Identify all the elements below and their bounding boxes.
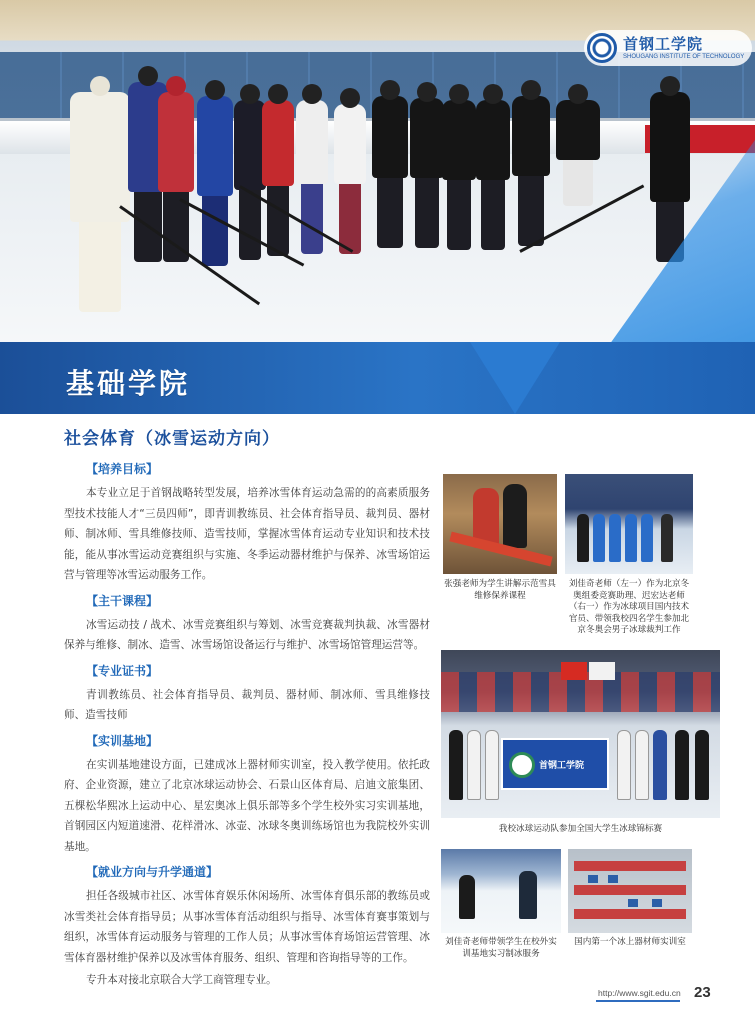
person-figure xyxy=(609,514,621,562)
player-goalie xyxy=(556,100,600,160)
player-figure xyxy=(617,730,631,800)
program-subtitle: 社会体育（冰雪运动方向） xyxy=(64,429,280,449)
page-title: 基础学院 xyxy=(66,367,191,400)
banner-text: 首钢工学院 xyxy=(539,761,585,771)
school-seal-icon xyxy=(509,752,535,778)
player xyxy=(512,96,550,176)
logo-name-en: SHOUGANG INSTITUTE OF TECHNOLOGY xyxy=(623,53,745,60)
player-figure xyxy=(449,730,463,800)
photo-olympic-referees xyxy=(565,474,693,574)
equipment-box xyxy=(652,899,662,907)
hero-photo xyxy=(0,0,755,345)
section-heading: 【主干课程】 xyxy=(86,593,159,608)
footer-divider xyxy=(596,1000,680,1002)
player-figure xyxy=(653,730,667,800)
photo-equipment-lab xyxy=(568,849,692,933)
school-logo xyxy=(584,30,752,66)
section-body: 在实训基地建设方面，已建成冰上器材师实训室，投入教学使用。依托政府、企业资源，建立了北京冰球运动协会、石景山区体育局、启迪文旅集团、五棵松华熙冰上运动中心、星宏奥冰上俱乐部等多个学生校外实习实训基地，首钢园区内短道速滑、花样滑冰、冰壶、冰球冬奥训练场馆也为我院校外实训基地。 xyxy=(64,758,430,853)
equipment-box xyxy=(608,875,618,883)
photo-caption: 刘佳奇老师（左一）作为北京冬奥组委竞赛助理、迟宏达老师（右一）作为冰球项目国内技术官员、带领我校四名学生参加北京冬奥会男子冰球裁判工作 xyxy=(568,579,690,635)
section-courses xyxy=(64,592,430,656)
photo-caption: 国内第一个冰上器材师实训室 xyxy=(574,937,686,947)
section-heading: 【就业方向与升学通道】 xyxy=(86,865,219,879)
equipment-box xyxy=(588,875,598,883)
footer-url[interactable]: http://www.sgit.edu.cn xyxy=(598,988,681,998)
player xyxy=(442,100,476,180)
school-seal-icon xyxy=(587,33,617,63)
logo-name-cn: 首钢工学院 xyxy=(623,34,704,53)
photo-ski-maintenance xyxy=(443,474,557,574)
photo-hockey-team xyxy=(441,650,720,818)
player-figure xyxy=(635,730,649,800)
photo-caption: 张强老师为学生讲解示范雪具维修保养课程 xyxy=(444,579,556,601)
page-number: 23 xyxy=(694,984,711,1001)
player-figure xyxy=(675,730,689,800)
player-figure xyxy=(485,730,499,800)
flag xyxy=(561,662,587,680)
photo-caption: 我校冰球运动队参加全国大学生冰球锦标赛 xyxy=(498,824,663,834)
player xyxy=(262,100,294,186)
shelf xyxy=(574,861,686,871)
shelf xyxy=(574,885,686,895)
player xyxy=(296,100,328,184)
section-heading: 【实训基地】 xyxy=(86,733,159,748)
player-figure xyxy=(467,730,481,800)
person-figure xyxy=(519,871,537,919)
section-body: 担任各级城市社区、冰雪体育娱乐休闲场所、冰雪体育俱乐部的教练员或冰雪类社会体育指导员；从事冰雪体育活动组织与指导、冰雪体育赛事策划与组织，冰雪体育运动服务与管理的工作人员；从事冰雪体育场馆运营管理、冰雪体育器材维护保养以及冰雪体育服务、组织、管理和咨询指导等的工作。 xyxy=(64,890,430,964)
player xyxy=(410,98,444,178)
decor-band-notch xyxy=(470,342,560,414)
section-body: 本专业立足于首钢战略转型发展，培养冰雪体育运动急需的的高素质服务型技术技能人才“三员四师”，即青训教练员、社会体育指导员、裁判员、器材师、制冰师、雪具维修技师、造雪技师，掌握冰雪体育运动专业知识和技术技能，能从事冰雪运动竞赛组织与实施、冬季运动器材维护与保养、冰雪场馆运营与管理等冰雪运动服务工作。 xyxy=(64,487,430,581)
player-goalie xyxy=(70,92,130,222)
flag xyxy=(589,662,615,680)
player xyxy=(158,92,194,192)
section-heading: 【专业证书】 xyxy=(86,663,159,678)
person-figure xyxy=(593,514,605,562)
player xyxy=(476,100,510,180)
photo-caption: 刘佳奇老师带领学生在校外实训基地实习制冰服务 xyxy=(445,937,557,959)
shelf xyxy=(574,909,686,919)
person-figure xyxy=(577,514,589,562)
equipment-box xyxy=(628,899,638,907)
section-goal xyxy=(64,460,430,586)
person-figure xyxy=(459,875,475,919)
closing-note: 专升本对接北京联合大学工商管理专业。 xyxy=(86,974,277,986)
player xyxy=(197,96,233,196)
person-figure xyxy=(625,514,637,562)
person-figure xyxy=(503,484,527,548)
section-training-base xyxy=(64,732,430,858)
person-figure xyxy=(641,514,653,562)
main-text-column xyxy=(64,460,430,974)
player xyxy=(372,96,408,178)
section-body: 冰雪运动技 / 战术、冰雪竞赛组织与筹划、冰雪竞赛裁判执裁、冰雪器材保养与维修、制冰、造雪、冰雪场馆设备运行与维护、冰雪场馆管理运营等。 xyxy=(64,618,430,651)
coach xyxy=(650,92,690,202)
section-career xyxy=(64,863,430,968)
section-body: 青训教练员、社会体育指导员、裁判员、器材师、制冰师、雪具维修技师、造雪技师 xyxy=(64,688,430,721)
player-figure xyxy=(695,730,709,800)
photo-ice-making xyxy=(441,849,561,933)
person-figure xyxy=(661,514,673,562)
team-banner xyxy=(501,738,609,790)
ski-equipment xyxy=(449,532,552,567)
section-heading: 【培养目标】 xyxy=(86,462,159,476)
section-certificates xyxy=(64,662,430,726)
player xyxy=(334,104,366,184)
